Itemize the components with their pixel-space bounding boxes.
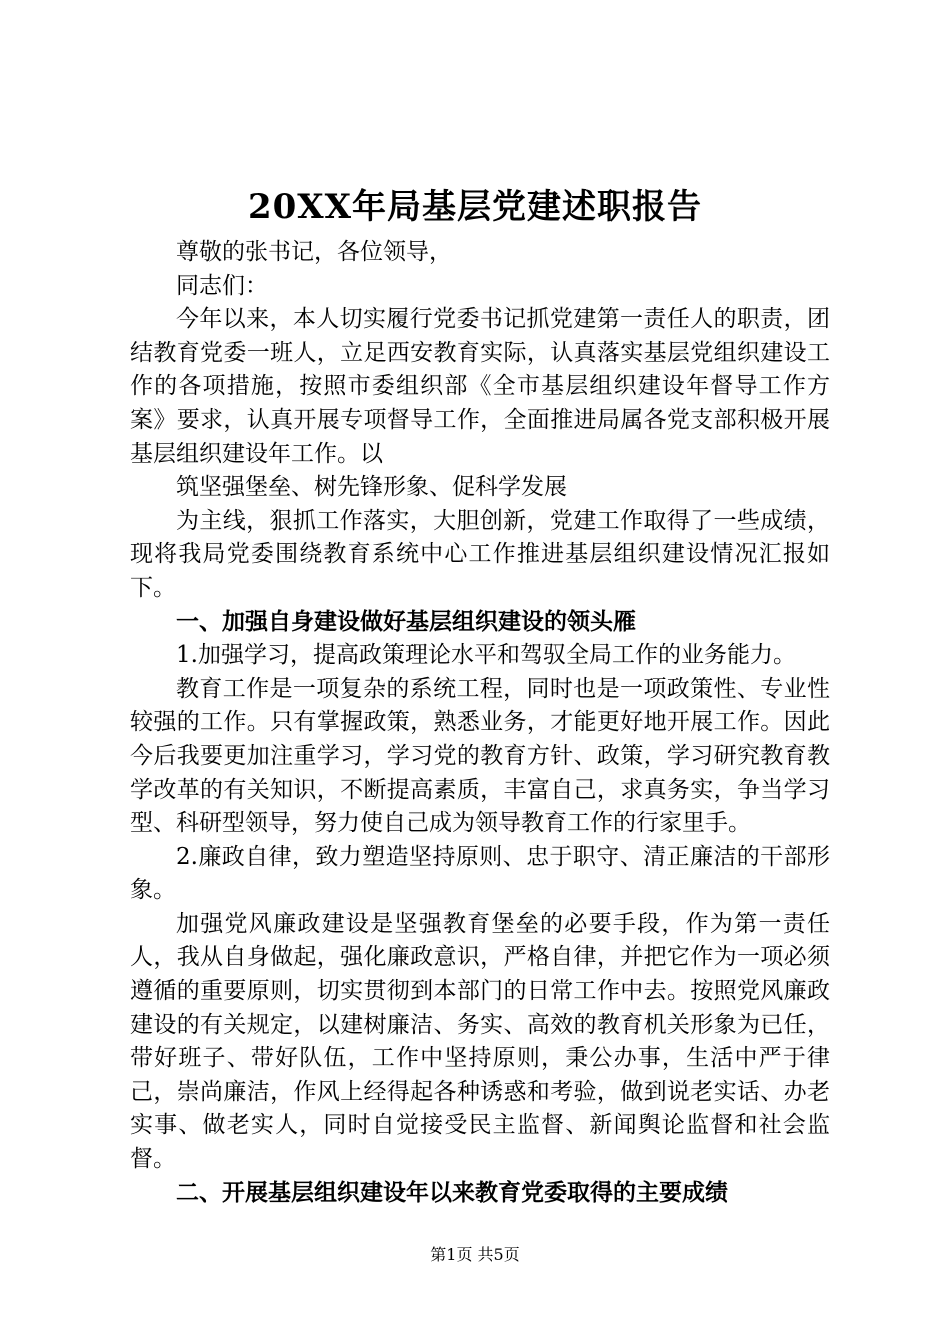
paragraph: 1.加强学习，提高政策理论水平和驾驭全局工作的业务能力。 bbox=[176, 642, 796, 669]
paragraph: 教育工作是一项复杂的系统工程，同时也是一项政策性、专业性较强的工作。只有掌握政策，熟悉业务，才能更好地开展工作。因此今后我要更加注重学习，学习党的教育方针、政策，学习研究教育教学改革的有关知识，不断提高素质，丰富自己，求真务实，争当学习型、科研型领导，努力使自己成为领导教育工作的行家里手。 bbox=[130, 675, 830, 837]
paragraph: 为主线，狠抓工作落实，大胆创新，党建工作取得了一些成绩，现将我局党委围绕教育系统中心工作推进基层组织建设情况汇报如下。 bbox=[130, 507, 830, 601]
paragraph: 尊敬的张书记，各位领导， bbox=[176, 239, 452, 265]
page-footer: 第1页 共5页 bbox=[430, 1245, 520, 1264]
paragraph: 2.廉政自律，致力塑造坚持原则、忠于职守、清正廉洁的干部形象。 bbox=[130, 843, 830, 904]
paragraph: 筑坚强堡垒、树先锋形象、促科学发展 bbox=[176, 474, 567, 501]
document-title: 20XX年局基层党建述职报告 bbox=[247, 187, 703, 227]
document-body bbox=[130, 236, 830, 1210]
section-heading: 一、加强自身建设做好基层组织建设的领头雁 bbox=[176, 608, 636, 635]
paragraph: 加强党风廉政建设是坚强教育堡垒的必要手段，作为第一责任人，我从自身做起，强化廉政意识，严格自律，并把它作为一项必须遵循的重要原则，切实贯彻到本部门的日常工作中去。按照党风廉政建设的有关规定，以建树廉洁、务实、高效的教育机关形象为已任，带好班子、带好队伍，工作中坚持原则，秉公办事，生活中严于律己，崇尚廉洁，作风上经得起各种诱惑和考验，做到说老实话、办老实事、做老实人，同时自觉接受民主监督、新闻舆论监督和社会监督。 bbox=[130, 910, 830, 1173]
paragraph: 今年以来，本人切实履行党委书记抓党建第一责任人的职责，团结教育党委一班人，立足西安教育实际，认真落实基层党组织建设工作的各项措施，按照市委组织部《全市基层组织建设年督导工作方案》要求，认真开展专项督导工作，全面推进局属各党支部积极开展基层组织建设年工作。以 bbox=[130, 306, 830, 467]
paragraph: 同志们： bbox=[176, 272, 268, 299]
section-heading: 二、开展基层组织建设年以来教育党委取得的主要成绩 bbox=[176, 1179, 728, 1206]
